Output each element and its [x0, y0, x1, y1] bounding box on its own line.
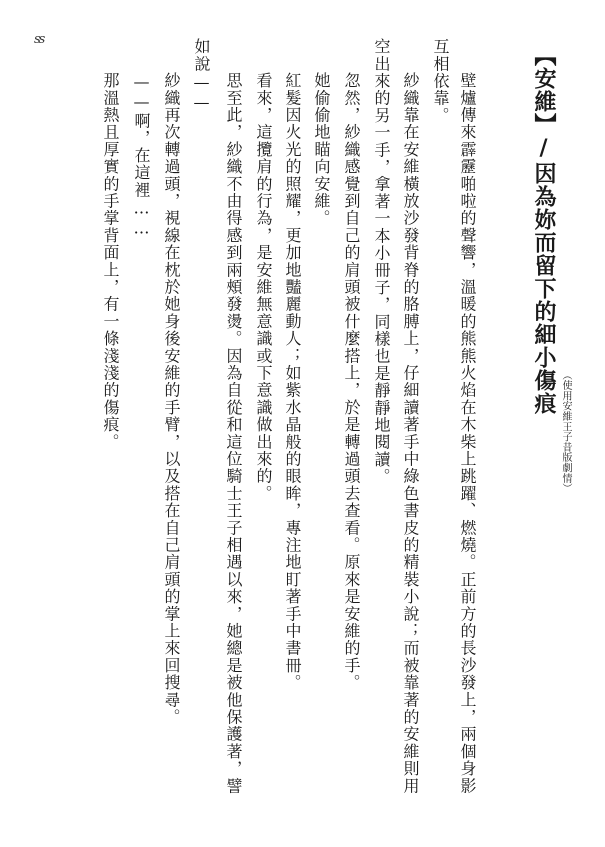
- paragraph-line: 那溫熱且厚實的手掌背面上，有一條淺淺的傷痕。: [101, 72, 120, 451]
- paragraph-line: ——啊，在這裡……: [132, 72, 151, 239]
- paragraph-line: 看來，這攬肩的行為，是安維無意識或下意識做出來的。: [254, 72, 273, 502]
- page-subtitle: （使用安維王子昔版劇情）: [560, 370, 571, 494]
- page-title: 【安維】/因為妳而留下的細小傷痕: [531, 44, 556, 415]
- paragraph-line: 思至此，紗織不由得感到兩頰發燙。因為自從和這位騎士王子相遇以來，她總是被他保護著，譬: [224, 72, 243, 795]
- paragraph-line: 互相依靠。: [431, 38, 450, 124]
- paragraph-line: 她偷偷地瞄向安維。: [312, 72, 331, 227]
- paragraph-line: 如說——: [192, 38, 211, 113]
- paragraph-line: 忽然，紗織感覺到自己的肩頭被什麼搭上，於是轉過頭去查看。原來是安維的手。: [342, 72, 361, 692]
- paragraph-line: 紅髮因火光的照耀，更加地豔麗動人；如紫水晶般的眼眸，專注地盯著手中書冊。: [283, 72, 302, 692]
- paragraph-line: 空出來的另一手，拿著一本小冊子，同樣也是靜靜地閱讀。: [372, 38, 391, 486]
- paragraph-line: 壁爐傳來霹靂啪啦的聲響，溫暖的熊熊火焰在木柴上跳躍、燃燒。正前方的長沙發上，兩個身影: [458, 72, 477, 795]
- page-marker: ss: [34, 32, 44, 47]
- paragraph-line: 紗織再次轉過頭，視線在枕於她身後安維的手臂，以及搭在自己肩頭的掌上來回搜尋。: [162, 72, 181, 726]
- paragraph-line: 紗織靠在安維橫放沙發背脊的胳膊上，仔細讀著手中綠色書皮的精裝小說；而被靠著的安維則用: [401, 72, 420, 795]
